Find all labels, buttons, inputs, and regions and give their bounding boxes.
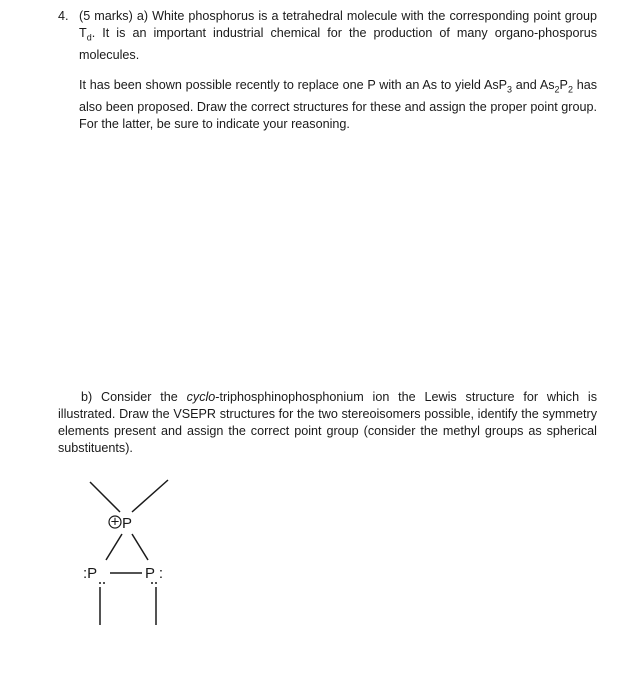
- part-a-paragraph-1: [79, 8, 597, 64]
- bond-ring-left: [106, 534, 122, 560]
- lone-pair-left-1: [99, 582, 101, 584]
- part-a-text-1: (5 marks) a) White phosphorus is a tetrahedral molecule with the corresponding point group T: [79, 9, 597, 40]
- subscript-3: 3: [507, 84, 513, 95]
- charge-label: +: [110, 513, 120, 531]
- part-a-text-2: . It is an important industrial chemical for the production of many organo-phosporus molecules.: [79, 26, 597, 62]
- subscript-2b: 2: [567, 84, 573, 95]
- lone-pair-left-2: [103, 582, 105, 584]
- part-b-text-1: b) Consider the: [81, 390, 187, 404]
- bond-top-left-methyl: [90, 482, 120, 512]
- part-a-text-5: P: [559, 78, 568, 92]
- part-a-text-4: and As: [512, 78, 555, 92]
- atom-left-p: :P: [83, 565, 98, 582]
- subscript-d: d: [86, 32, 92, 43]
- part-a-text-6: has also been proposed. Draw the correct structures for these and assign the proper point group. For the latter, be sure to indicate your reasoning.: [79, 78, 597, 131]
- bond-ring-right: [132, 534, 148, 560]
- atom-top-p: P: [122, 515, 133, 532]
- question-number: 4.: [58, 9, 69, 23]
- atom-right-p: P :: [145, 565, 164, 582]
- lone-pair-right-1: [151, 582, 153, 584]
- subscript-2a: 2: [554, 84, 560, 95]
- part-a-paragraph-2: [79, 77, 597, 133]
- lewis-structure: [70, 470, 200, 640]
- part-b-paragraph: [58, 389, 597, 457]
- part-a-text-3: It has been shown possible recently to replace one P with an As to yield AsP: [79, 78, 508, 92]
- lone-pair-right-2: [155, 582, 157, 584]
- bond-top-right-methyl: [132, 480, 168, 512]
- part-b-text-2: -triphosphinophosphonium ion the Lewis structure for which is illustrated. Draw the VSEPR structures for the two stereoisomers possible, identify the symmetry elements present and assign the correct point group (consider the methyl groups as spherical substituents).: [58, 390, 597, 455]
- part-b-italic: cyclo: [186, 390, 216, 404]
